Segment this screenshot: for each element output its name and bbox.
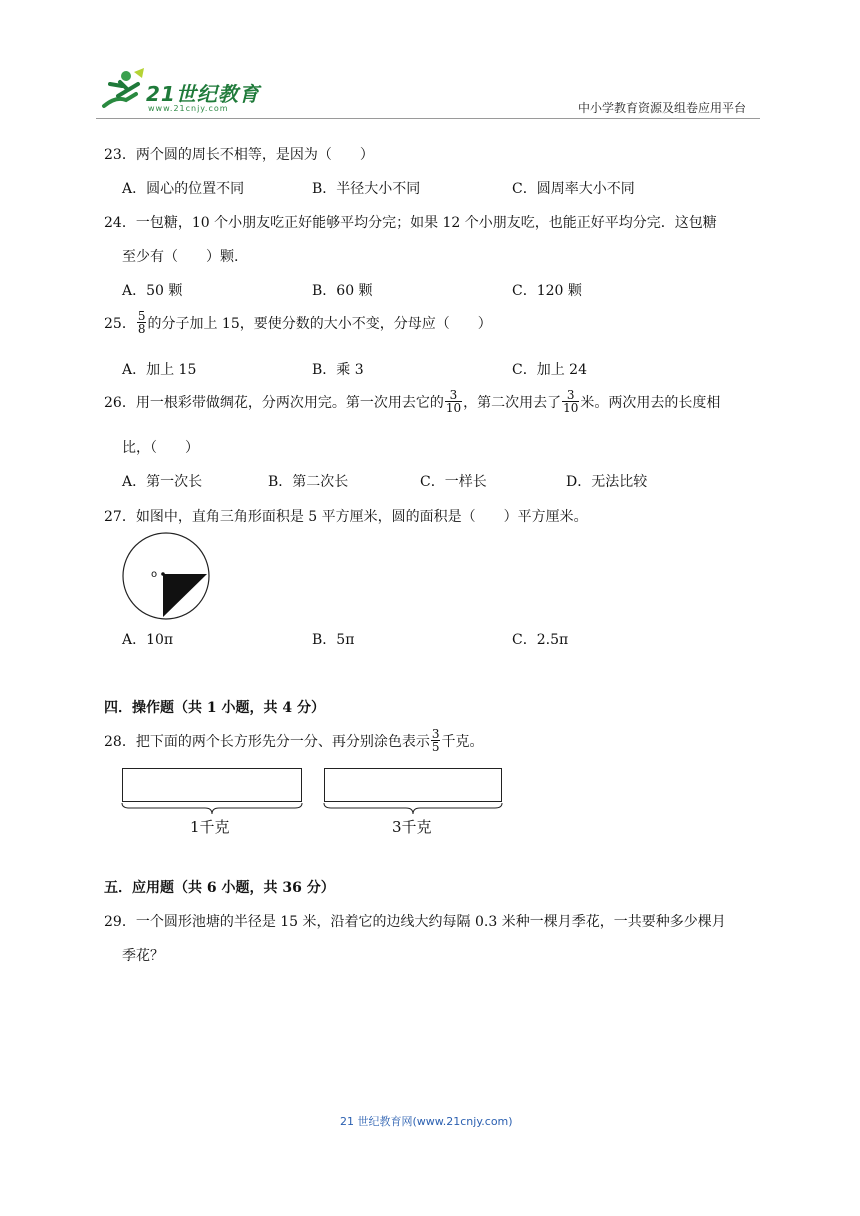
logo-text: 21世纪教育: [146, 82, 260, 106]
question-24-stem-line1: 24．一包糖，10 个小朋友吃正好能够平均分完；如果 12 个小朋友吃，也能正好平均分完．这包糖: [104, 215, 717, 231]
q26-option-a: A．第一次长: [122, 474, 203, 490]
q25-option-a: A．加上 15: [122, 362, 197, 378]
circle-triangle-figure: [120, 530, 212, 622]
center-label: o: [151, 569, 158, 580]
question-29-stem-line1: 29．一个圆形池塘的半径是 15 米，沿着它的边线大约每隔 0.3 米种一棵月季花，一共要种多少棵月: [104, 914, 726, 930]
section-4-title: 四．操作题（共 1 小题，共 4 分）: [104, 700, 325, 716]
q25-fraction: [137, 310, 147, 335]
q24-option-c: C．120 颗: [512, 283, 582, 299]
q28-text-part2: 千克。: [441, 733, 484, 750]
q27-option-c: C．2.5π: [512, 632, 569, 648]
footer-link-text[interactable]: 21 世纪教育网(www.21cnjy.com): [340, 1115, 513, 1128]
q26-fraction-1: [445, 389, 462, 414]
brace-1kg: [121, 802, 303, 816]
q25-fraction-numerator: 5: [137, 309, 146, 323]
question-26-stem-line2: 比，（ ）: [122, 440, 199, 456]
q26-fraction-2-numerator: 3: [562, 389, 579, 402]
q24-option-b: B．60 颗: [312, 283, 373, 299]
q26-fraction-2-denominator: 10: [563, 401, 579, 415]
rectangle-3kg: [324, 768, 502, 802]
question-23-stem: 23．两个圆的周长不相等，是因为（ ）: [104, 147, 374, 163]
question-25-stem: [104, 310, 492, 335]
q28-fraction: [431, 728, 441, 753]
question-26-stem-line1: [104, 389, 720, 414]
q25-stem-text: 的分子加上 15，要使分数的大小不变，分母应（ ）: [147, 315, 492, 332]
q26-option-b: B．第二次长: [268, 474, 349, 490]
q26-option-d: D．无法比较: [566, 474, 648, 490]
question-29-stem-line2: 季花？: [122, 948, 164, 964]
q24-option-a: A．50 颗: [122, 283, 183, 299]
q25-number: 25．: [104, 315, 136, 332]
brace-3kg: [323, 802, 503, 816]
q28-text-part1: 28．把下面的两个长方形先分一分、再分别涂色表示: [104, 733, 430, 750]
question-24-stem-line2: 至少有（ ）颗.: [122, 249, 239, 265]
logo: [96, 66, 266, 114]
q26-fraction-1-denominator: 10: [445, 401, 462, 415]
q28-fraction-numerator: 3: [431, 727, 440, 741]
logo-subtext: www.21cnjy.com: [148, 104, 229, 113]
label-1kg: 1千克: [190, 818, 230, 836]
q28-fraction-denominator: 5: [431, 740, 440, 754]
q26-fraction-2: [562, 389, 579, 414]
header-divider: [96, 118, 760, 119]
q27-option-a: A．10π: [122, 632, 174, 648]
center-point: [161, 572, 165, 576]
q23-option-a: A．圆心的位置不同: [122, 181, 245, 197]
right-triangle-shape: [163, 574, 207, 617]
question-28-stem: [104, 728, 483, 753]
q26-text-part3: 米。两次用去的长度相: [580, 394, 721, 411]
q26-text-part2: ，第二次用去了: [463, 394, 562, 411]
q25-option-b: B．乘 3: [312, 362, 364, 378]
q25-option-c: C．加上 24: [512, 362, 587, 378]
q23-option-c: C．圆周率大小不同: [512, 181, 635, 197]
header-platform-text: 中小学教育资源及组卷应用平台: [578, 101, 747, 115]
q25-fraction-denominator: 8: [137, 322, 146, 336]
rectangle-1kg: [122, 768, 302, 802]
q26-option-c: C．一样长: [420, 474, 487, 490]
question-27-stem: 27．如图中，直角三角形面积是 5 平方厘米，圆的面积是（ ）平方厘米。: [104, 509, 588, 525]
q23-option-b: B．半径大小不同: [312, 181, 421, 197]
q26-fraction-1-numerator: 3: [445, 389, 462, 402]
section-5-title: 五．应用题（共 6 小题，共 36 分）: [104, 880, 335, 896]
runner-logo-icon: [96, 66, 146, 112]
label-3kg: 3千克: [392, 818, 432, 836]
q26-text-part1: 26．用一根彩带做绸花，分两次用完。第一次用去它的: [104, 394, 444, 411]
q27-option-b: B．5π: [312, 632, 355, 648]
